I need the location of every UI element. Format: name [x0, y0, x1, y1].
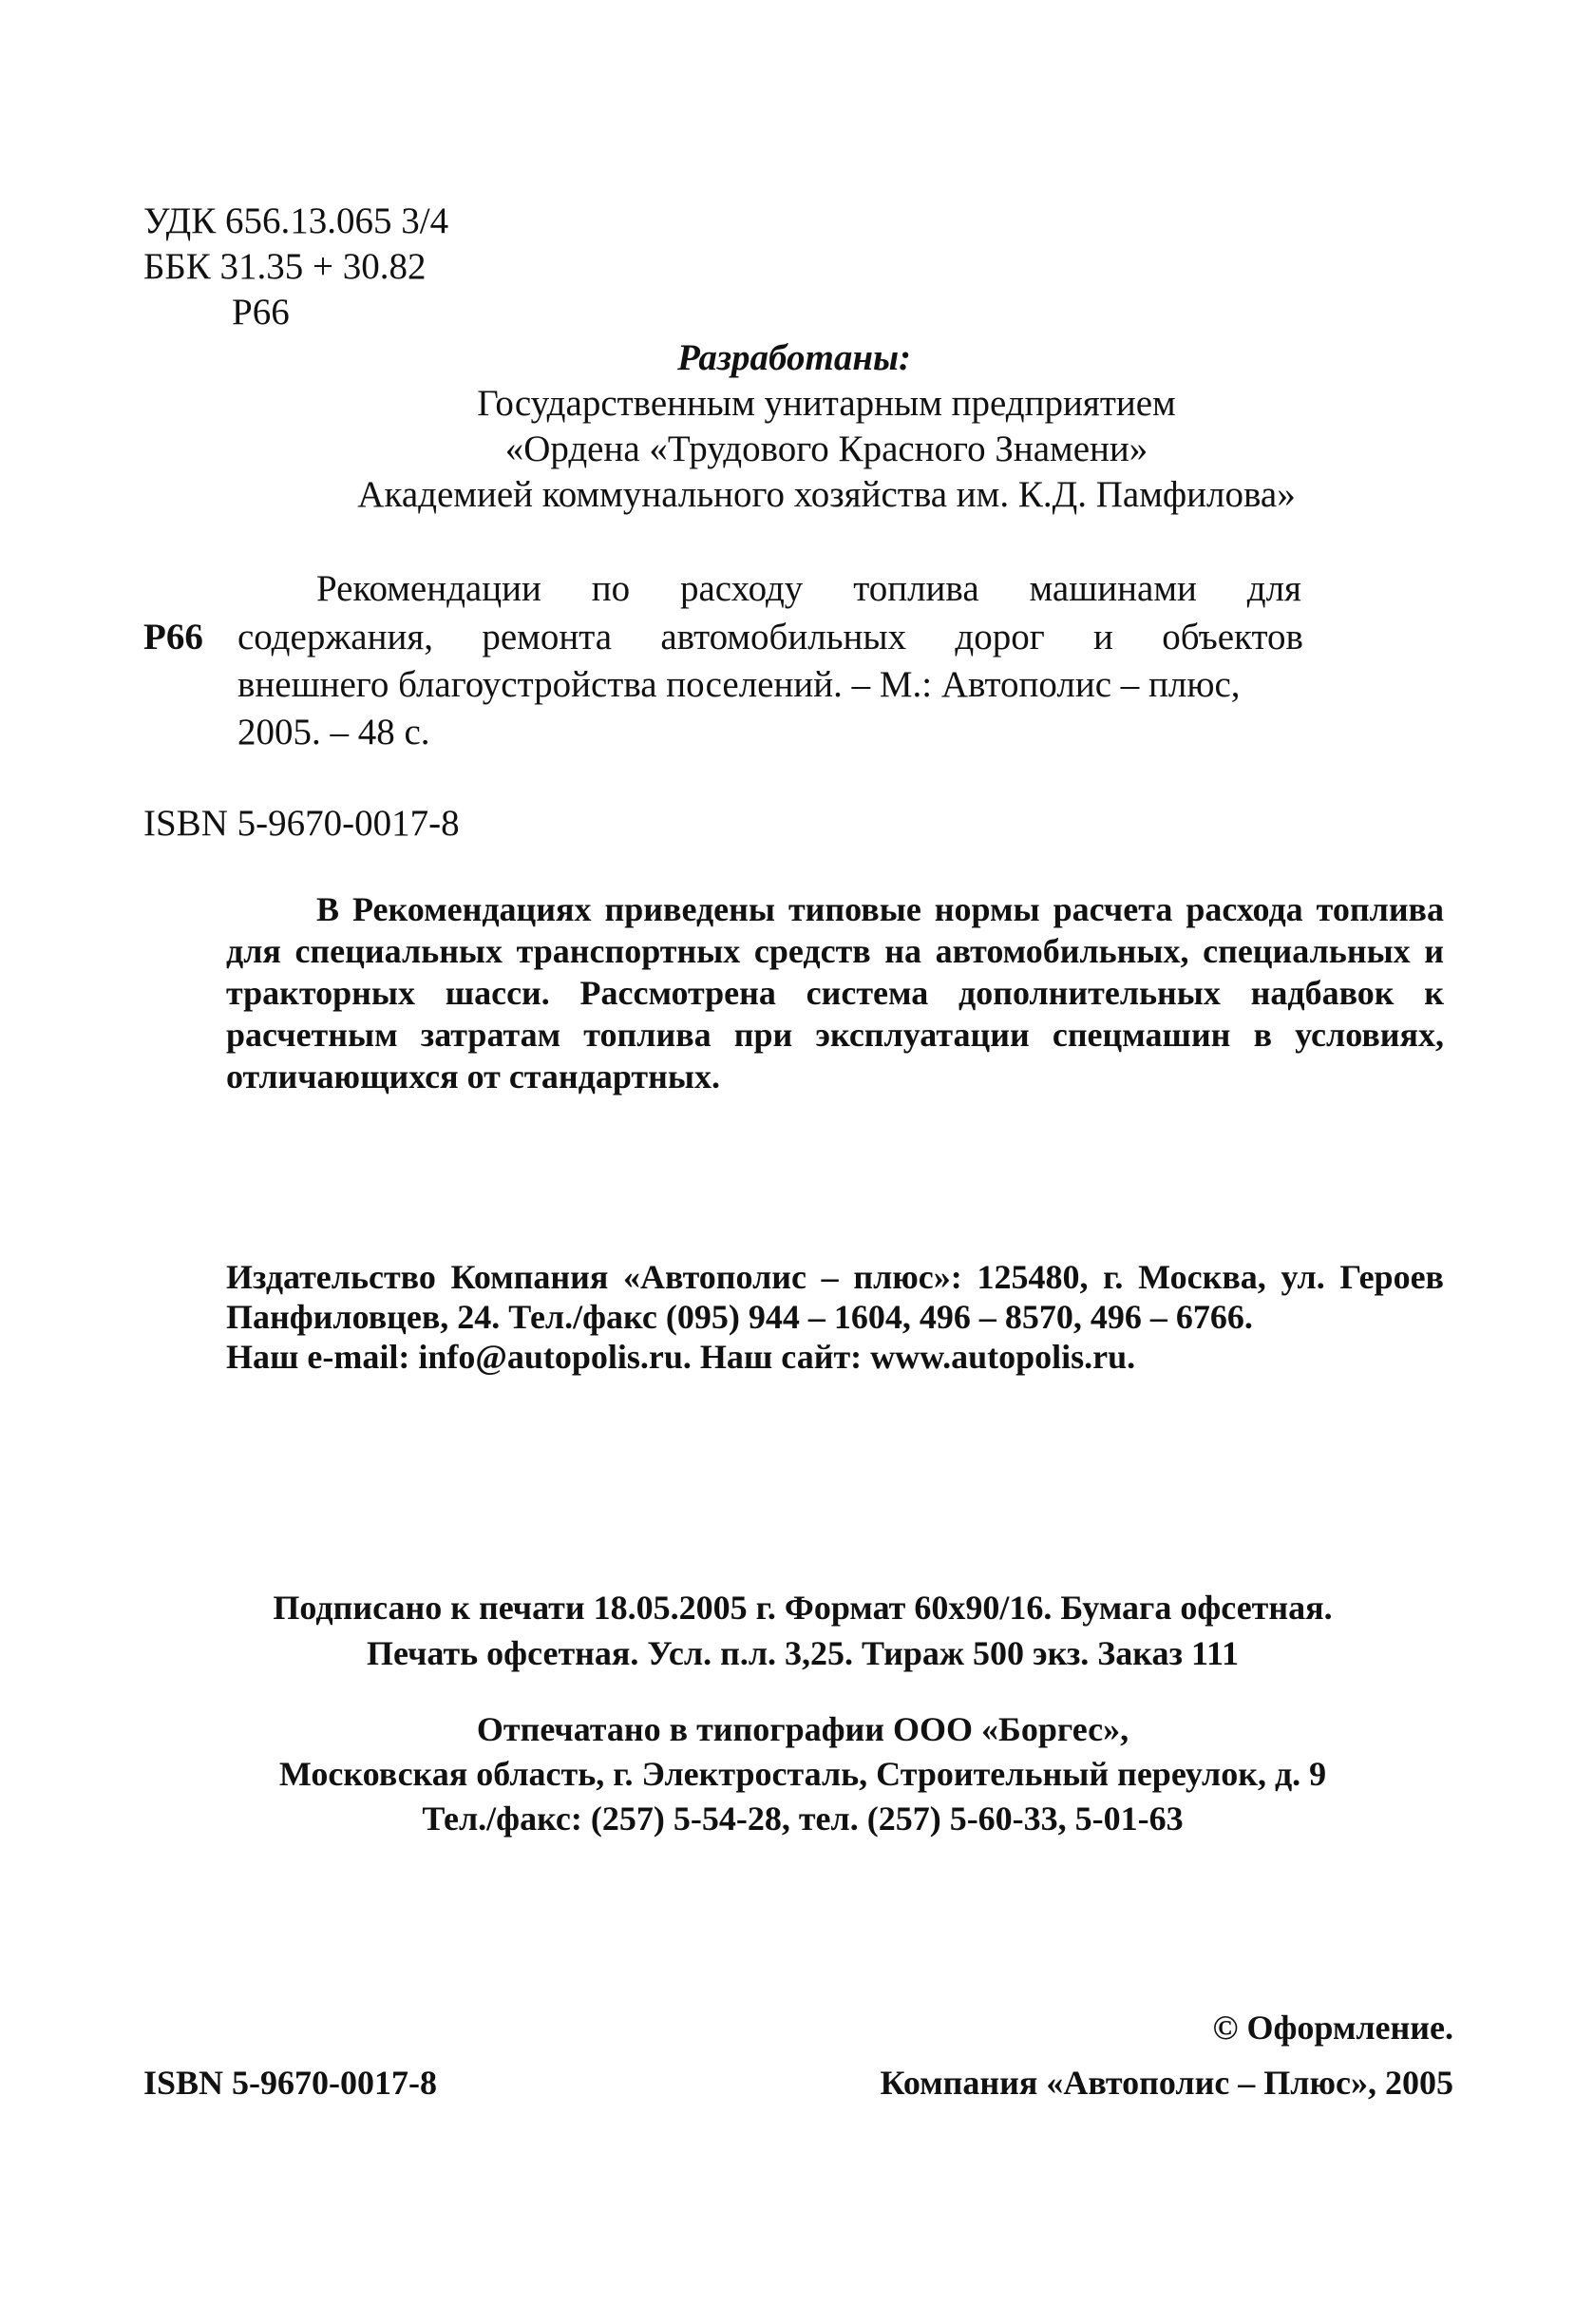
- udk-code: УДК 656.13.065 3/4: [143, 200, 449, 241]
- word: Рекомендации: [316, 568, 541, 609]
- word: машинами: [1029, 568, 1197, 609]
- bibliographic-marker: Р66: [143, 617, 203, 657]
- bibliographic-line-3: внешнего благоустройства поселений. – М.: Автополис – плюс,: [237, 664, 1241, 705]
- bbk-code: ББК 31.35 + 30.82: [143, 246, 427, 287]
- word: дорог: [955, 617, 1045, 657]
- annotation-text: В Рекомендациях приведены типовые нормы расчета расхода топлива для специальных транспортных средств на автомобильных, специальных и тракторных шасси. Рассмотрена система дополнительных надбавок к расчетным затратам топлива при эксплуатации спецмашин в условиях, отличающихся от стандартных.: [226, 890, 1444, 1095]
- bibliographic-line-4: 2005. – 48 с.: [237, 712, 430, 752]
- developers-line-2: «Ордена «Трудового Красного Знамени»: [504, 429, 1148, 469]
- word: автомобильных: [660, 617, 907, 657]
- developers-heading: Разработаны:: [677, 337, 912, 378]
- word: ремонта: [482, 617, 613, 657]
- bibliographic-line-2: [237, 616, 1303, 659]
- bibliographic-line-1: [316, 567, 1301, 611]
- annotation: [226, 888, 1444, 1097]
- word: для: [1246, 568, 1301, 609]
- word: и: [1093, 617, 1113, 657]
- word: объектов: [1162, 617, 1303, 657]
- word: содержания,: [237, 617, 434, 657]
- printing-line-3: Тел./факс: (257) 5-54-28, тел. (257) 5-60-33, 5-01-63: [422, 1800, 1184, 1838]
- footer-copyright-line-2: Компания «Автополис – Плюс», 2005: [880, 2064, 1453, 2102]
- author-mark: Р66: [232, 292, 290, 333]
- isbn-main: ISBN 5-9670-0017-8: [143, 803, 460, 844]
- word: расходу: [679, 568, 804, 609]
- printing-line-1: Отпечатано в типографии ООО «Боргес»,: [476, 1710, 1129, 1748]
- footer-copyright-line-1: © Оформление.: [1212, 2009, 1453, 2047]
- footer-isbn: ISBN 5-9670-0017-8: [143, 2064, 438, 2102]
- developers-line-1: Государственным унитарным предприятием: [477, 383, 1176, 424]
- word: топлива: [853, 568, 979, 609]
- developers-line-3: Академией коммунального хозяйства им. К.Д. Памфилова»: [357, 474, 1296, 515]
- imprint-line-2: Печать офсетная. Усл. п.л. 3,25. Тираж 500 экз. Заказ 111: [367, 1634, 1239, 1672]
- word: по: [591, 568, 631, 609]
- publisher-contacts: Наш e-mail: info@autopolis.ru. Наш сайт: www.autopolis.ru.: [226, 1338, 1136, 1376]
- publisher-address: Издательство Компания «Автополис – плюс»: 125480, г. Москва, ул. Героев Панфиловцев, 24. Тел./факс (095) 944 – 1604, 496 – 8570, 496 – 6766.: [226, 1258, 1444, 1336]
- printing-line-2: Московская область, г. Электросталь, Строительный переулок, д. 9: [278, 1755, 1327, 1793]
- publisher-info: [226, 1257, 1444, 1377]
- imprint-line-1: Подписано к печати 18.05.2005 г. Формат 60х90/16. Бумага офсетная.: [273, 1589, 1333, 1627]
